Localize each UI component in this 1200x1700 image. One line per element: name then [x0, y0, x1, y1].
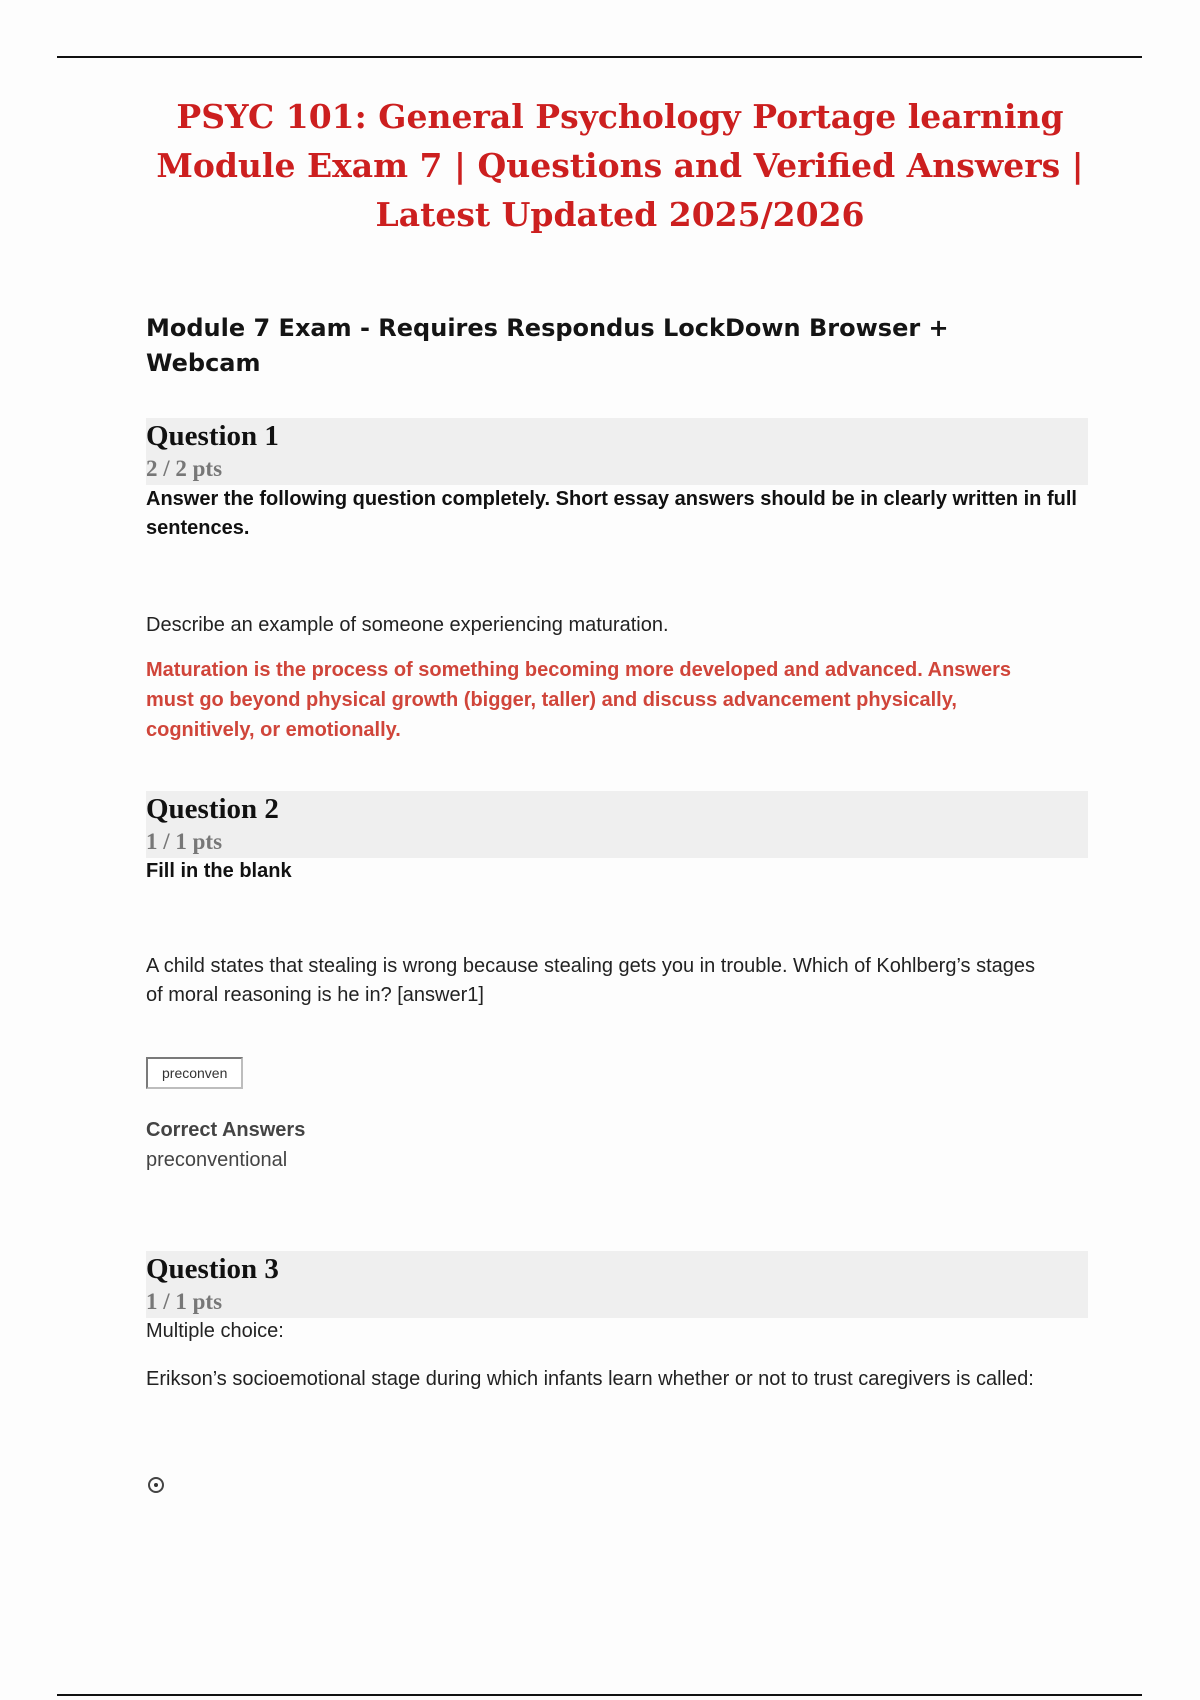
question-3-points: 1 / 1 pts — [146, 1289, 223, 1314]
question-1-answer: Maturation is the process of something becoming more developed and advanced. Answers must go beyond physical growth (bigger, taller) and discuss advancement physically, cognitively, or emotionally. — [146, 659, 1011, 741]
question-3-instruction: Multiple choice: — [146, 1320, 284, 1342]
document-title: PSYC 101: General Psychology Portage learning Module Exam 7 | Questions and Verified Answers | Latest Updated 2025/2026 — [156, 97, 1084, 234]
correct-answers-label: Correct Answers — [146, 1119, 306, 1141]
question-1-title: Question 1 — [146, 420, 279, 452]
question-1-instruction: Answer the following question completely. Short essay answers should be in clearly written in full sentences. — [146, 488, 1077, 539]
question-1-prompt: Describe an example of someone experiencing maturation. — [146, 614, 669, 636]
question-3-title: Question 3 — [146, 1253, 279, 1285]
question-3-header — [146, 1251, 1088, 1318]
top-rule — [57, 56, 1142, 58]
question-1-header — [146, 418, 1088, 485]
question-3-prompt: Erikson’s socioemotional stage during which infants learn whether or not to trust caregivers is called: — [146, 1368, 1034, 1390]
question-2-title: Question 2 — [146, 793, 279, 825]
question-2-points: 1 / 1 pts — [146, 829, 223, 854]
answer1-input[interactable]: preconven — [146, 1057, 243, 1089]
question-2-header — [146, 791, 1088, 858]
question-2-prompt: A child states that stealing is wrong because stealing gets you in trouble. Which of Kohlberg’s stages of moral reasoning is he in? [answer1] — [146, 955, 1036, 1006]
exam-heading: Module 7 Exam - Requires Respondus LockDown Browser + Webcam — [146, 314, 949, 377]
correct-answer-value: preconventional — [146, 1149, 288, 1171]
option-radio[interactable] — [148, 1477, 164, 1493]
question-1-points: 2 / 2 pts — [146, 456, 223, 481]
question-2-instruction: Fill in the blank — [146, 860, 292, 882]
bottom-rule — [57, 1694, 1142, 1696]
